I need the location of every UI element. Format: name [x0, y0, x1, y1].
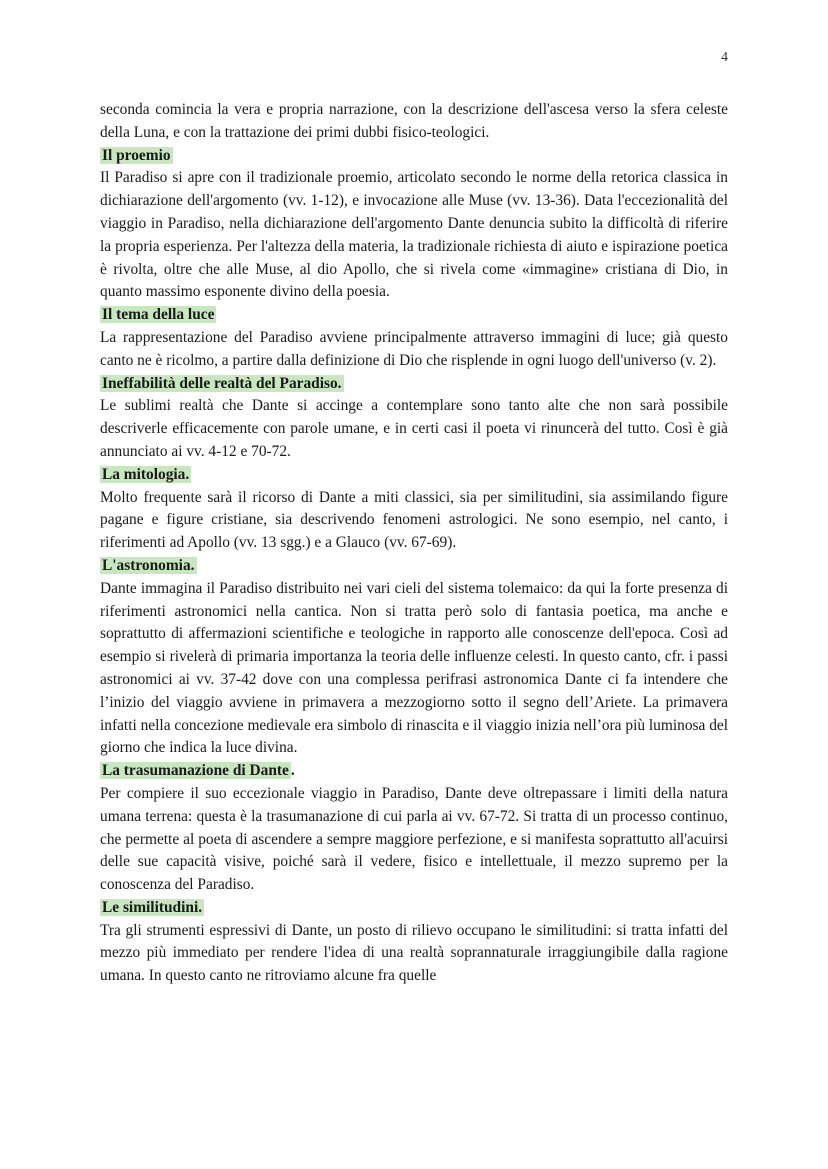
heading-text: L'astronomia.: [102, 556, 195, 574]
heading-text: La trasumanazione di Dante: [102, 762, 289, 780]
paragraph: Il Paradiso si apre con il tradizionale proemio, articolato secondo le norme della retorica classica in dichiarazione dell'argomento (vv. 1-12), e invocazione alle Muse (vv. 13-36). Data l'eccezionalità del viaggio in Paradiso, nella dichiarazione dell'argomento Dante denuncia subito la difficoltà di riferire la propria esperienza. Per l'altezza della materia, la tradizionale richiesta di aiuto e ispirazione poetica è rivolta, oltre che alle Muse, al dio Apollo, che si rivela come «immagine» cristiana di Dio, in quanto massimo esponente divino della poesia.: [100, 169, 728, 301]
section-heading: [100, 145, 728, 168]
heading-text: Ineffabilità delle realtà del Paradiso.: [102, 374, 342, 392]
section-heading: [100, 373, 728, 396]
heading-text: Il tema della luce: [102, 306, 215, 324]
heading-text: Le similitudini.: [102, 898, 203, 916]
heading-text: La mitologia.: [102, 465, 190, 483]
section-heading: [100, 555, 728, 578]
section-heading: [100, 304, 728, 327]
section-heading: [100, 464, 728, 487]
paragraph: Molto frequente sarà il ricorso di Dante a miti classici, sia per similitudini, sia assimilando figure pagane e figure cristiane, sia descrivendo fenomeni astrologici. Ne sono esempio, nel canto, i riferimenti ad Apollo (vv. 13 sgg.) e a Glauco (vv. 67-69).: [100, 488, 728, 552]
paragraph: La rappresentazione del Paradiso avviene principalmente attraverso immagini di luce; già questo canto ne è ricolmo, a partire dalla definizione di Dio che risplende in ogni luogo dell'universo (v. 2).: [100, 328, 728, 369]
page-number: 4: [721, 50, 728, 65]
heading-text: Il proemio: [102, 146, 171, 164]
section-heading: [100, 897, 728, 920]
section-heading: [100, 760, 728, 783]
paragraph: Le sublimi realtà che Dante si accinge a contemplare sono tanto alte che non sarà possibile descriverle efficacemente con parole umane, e in certi casi il poeta vi rinuncerà del tutto. Così è già annunciato ai vv. 4-12 e 70-72.: [100, 397, 728, 460]
paragraph: Tra gli strumenti espressivi di Dante, un posto di rilievo occupano le similitudini: si tratta infatti del mezzo più immediato per rendere l'idea di una realtà soprannaturale irraggiungibile dalla ragione umana. In questo canto ne ritroviamo alcune fra quelle: [100, 921, 728, 985]
paragraph: Dante immagina il Paradiso distribuito nei vari cieli del sistema tolemaico: da qui la forte presenza di riferimenti astronomici nella cantica. Non si tratta però solo di fantasia poetica, ma anche e soprattutto di affermazioni scientifiche e teologiche in rapporto alle conoscenze dell'epoca. Così ad esempio si rivelerà di primaria importanza la teoria delle influenze celesti. In questo canto, cfr. i passi astronomici ai vv. 37-42 dove con una complessa perifrasi astronomica Dante ci fa intendere che l’inizio del viaggio avviene in primavera a mezzogiorno sotto il segno dell’Ariete. La primavera infatti nella concezione medievale era simbolo di rinascita e il viaggio inizia nell’ora più luminosa del giorno che indica la luce divina.: [100, 579, 728, 757]
paragraph: Per compiere il suo eccezionale viaggio in Paradiso, Dante deve oltrepassare i limiti della natura umana terrena: questa è la trasumanazione di cui parla ai vv. 67-72. Si tratta di un processo continuo, che permette al poeta di ascendere a sempre maggiore perfezione, e si manifesta soprattutto all'acuirsi delle sue capacità visive, poiché sarà il vedere, fisico e intellettuale, il mezzo supremo per la conoscenza del Paradiso.: [100, 784, 728, 894]
paragraph: seconda comincia la vera e propria narrazione, con la descrizione dell'ascesa verso la sfera celeste della Luna, e con la trattazione dei primi dubbi fisico-teologici.: [100, 101, 728, 141]
heading-trailing: .: [290, 762, 295, 780]
document-body: [100, 99, 728, 988]
